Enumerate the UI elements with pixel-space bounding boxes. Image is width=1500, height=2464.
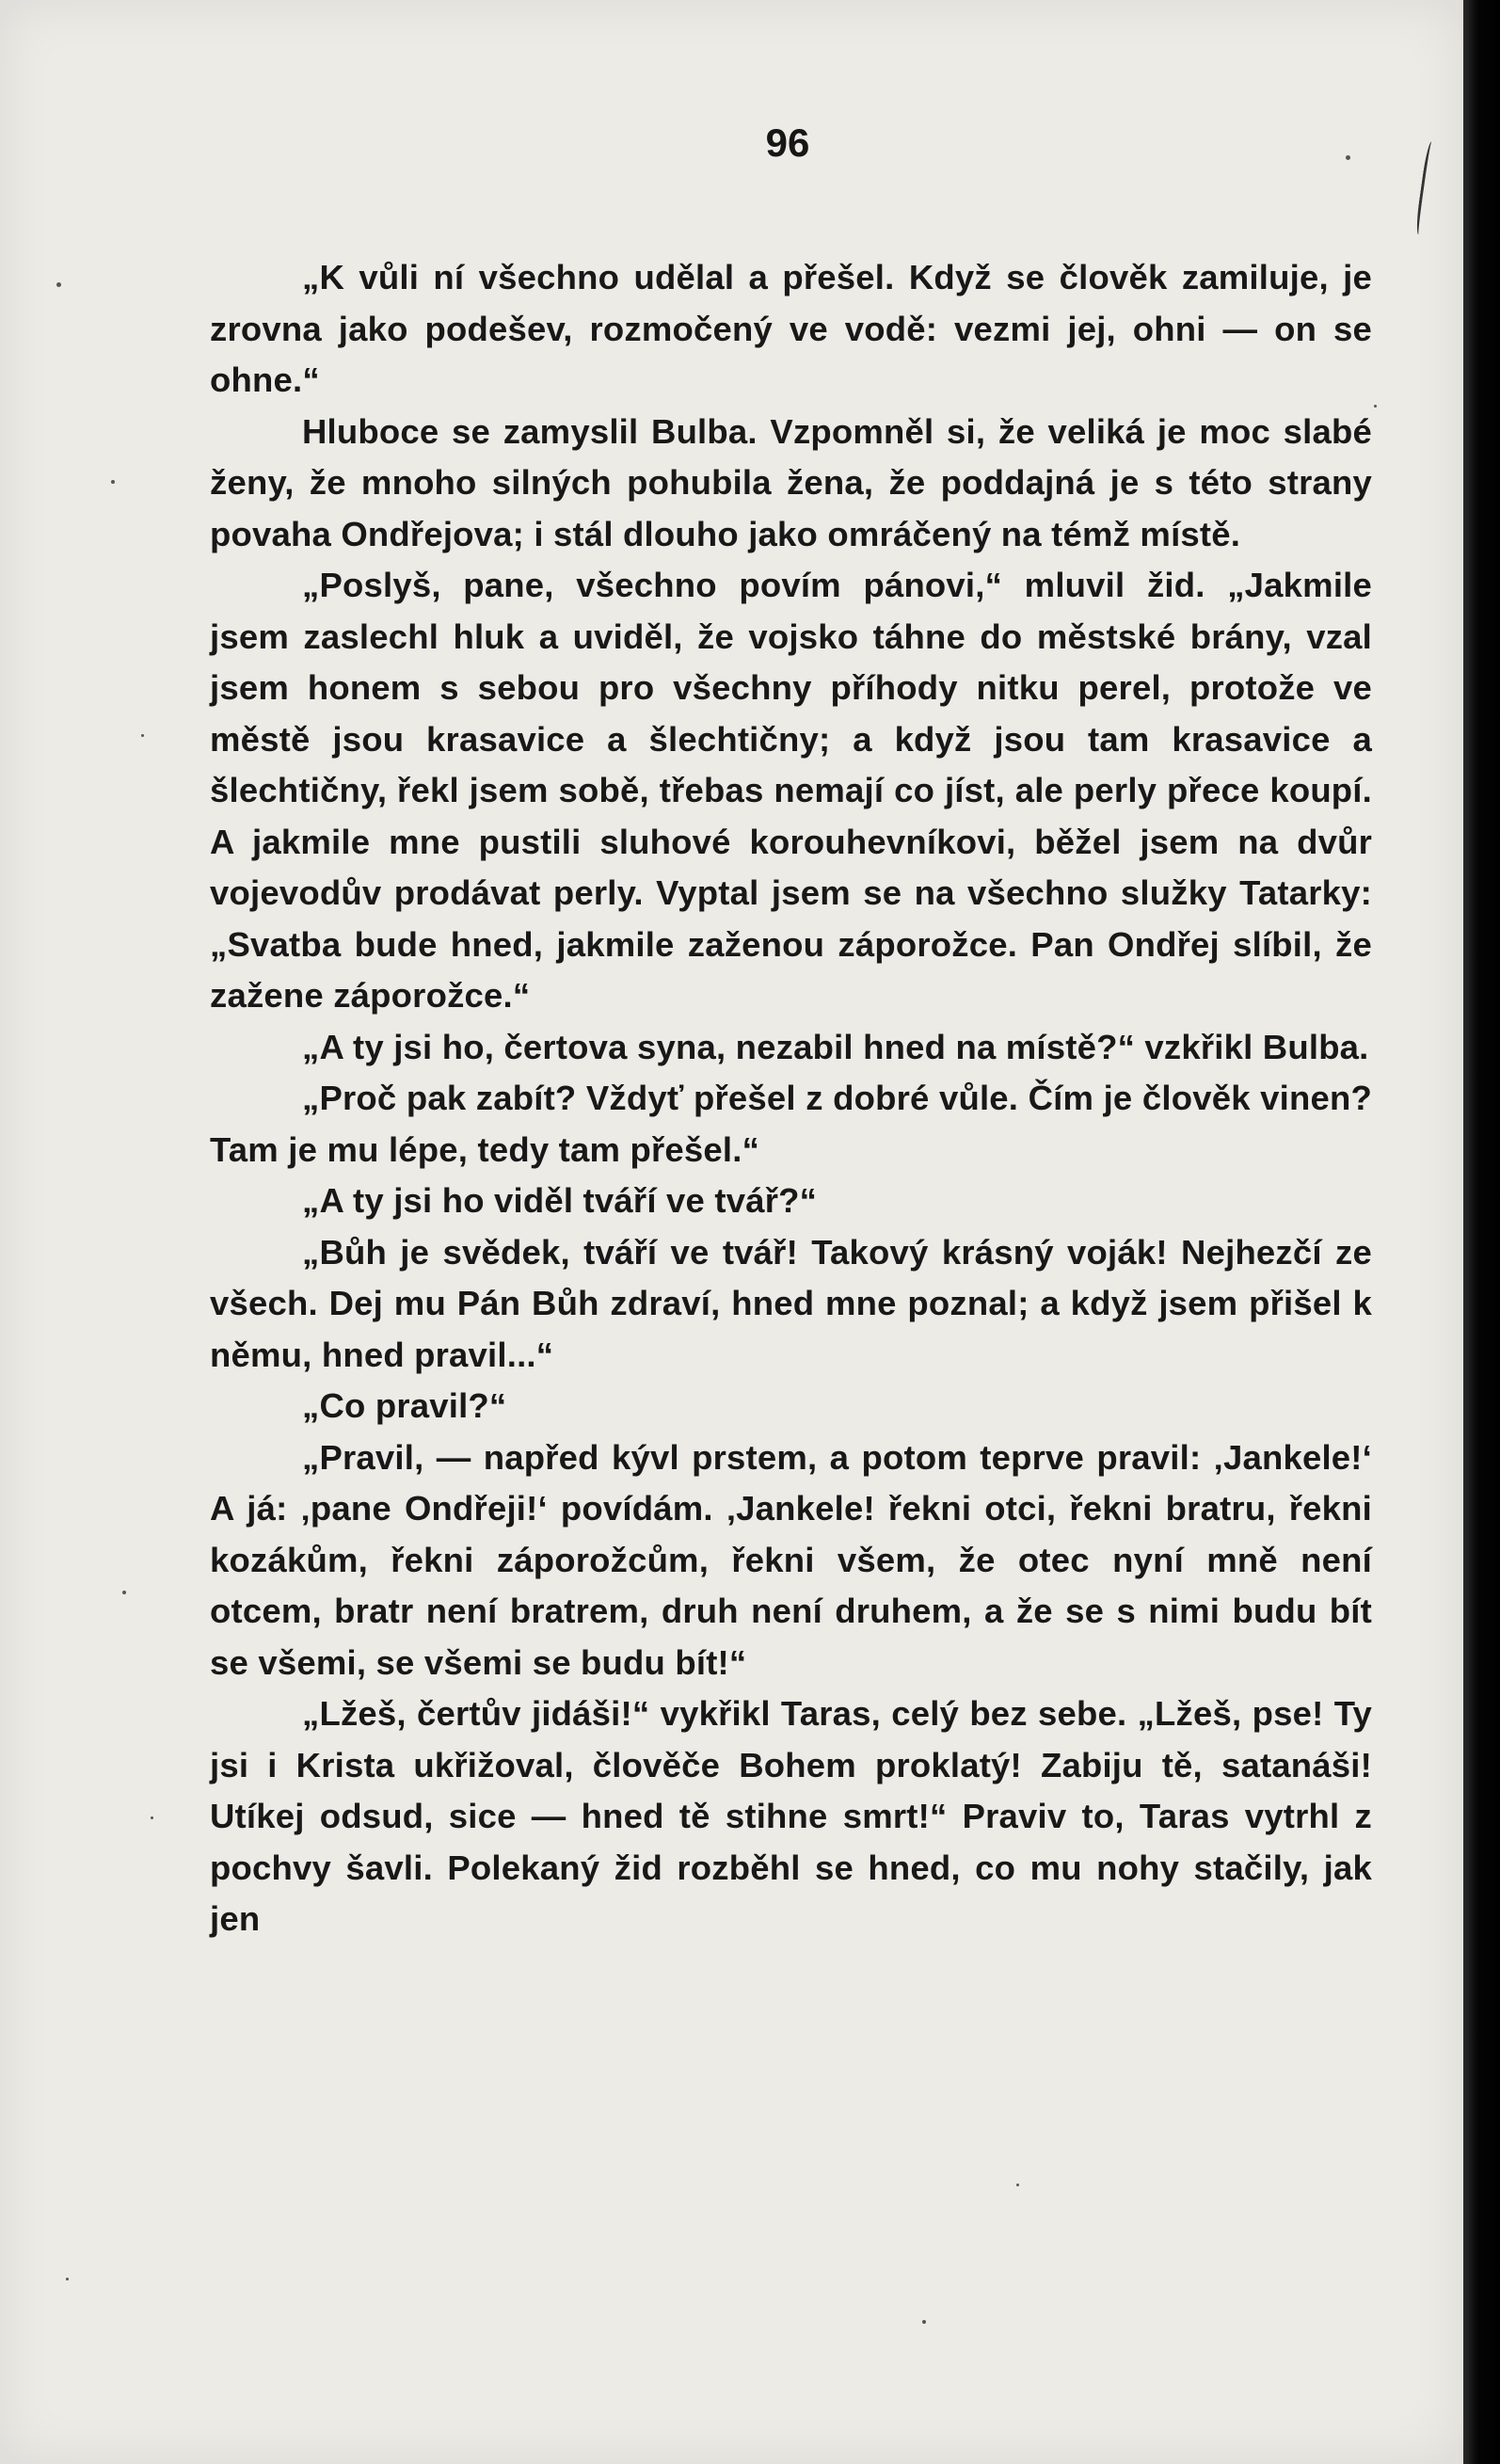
paragraph: „Pravil, — napřed kývl prstem, a potom teprve pravil: ‚Jankele!‘ A já: ‚pane Ondřeji!‘ povídám. ‚Jankele! řekni otci, řekni bratru, řekni kozákům, řekni záporožcům, řekni všem, že otec nyní mně není otcem, bratr není bratrem, druh není druhem, a že se s nimi budu bít se všemi, se všemi se budu bít!“ [210, 1437, 1372, 1682]
paragraph: „Co pravil?“ [302, 1386, 507, 1425]
page-number: 96 [765, 120, 810, 165]
paragraph: „Lžeš, čertův jidáši!“ vykřikl Taras, celý bez sebe. „Lžeš, pse! Ty jsi i Krista ukřižoval, člověče Bohem proklatý! Zabiju tě, satanáši! Utíkej odsud, sice — hned tě stihne smrt!“ Praviv to, Taras vytrhl z pochvy šavli. Polekaný žid rozběhl se hned, co mu nohy stačily, jak jen [210, 1694, 1372, 1938]
paragraph: Hluboce se zamyslil Bulba. Vzpomněl si, že veliká je moc slabé ženy, že mnoho silných pohubila žena, že poddajná je s této strany povaha Ondřejova; i stál dlouho jako omráčený na témž místě. [210, 411, 1372, 553]
paragraph: „Bůh je svědek, tváří ve tvář! Takový krásný voják! Nejhezčí ze všech. Dej mu Pán Bůh zdraví, hned mne poznal; a když jsem přišel k němu, hned pravil...“ [210, 1232, 1372, 1374]
paragraph: „Poslyš, pane, všechno povím pánovi,“ mluvil žid. „Jakmile jsem zaslechl hluk a uviděl, že vojsko táhne do městské brány, vzal jsem honem s sebou pro všechny příhody nitku perel, protože ve městě jsou krasavice a šlechtičny; a když jsou tam krasavice a šlechtičny, řekl jsem sobě, třebas nemají co jíst, ale perly přece koupí. A jakmile mne pustili sluhové korouhevníkovi, běžel jsem na dvůr vojevodův prodávat perly. Vyptal jsem se na všechno služky Tatarky: „Svatba bude hned, jakmile zaženou záporožce. Pan Ondřej slíbil, že zažene záporožce.“ [210, 566, 1372, 1015]
scan-edge [1463, 0, 1500, 2464]
page-text [210, 252, 1372, 1945]
paragraph: „Proč pak zabít? Vždyť přešel z dobré vůle. Čím je člověk vinen? Tam je mu lépe, tedy tam přešel.“ [210, 1079, 1372, 1169]
paragraph: „K vůli ní všechno udělal a přešel. Když se člověk zamiluje, je zrovna jako podešev, rozmočený ve vodě: vezmi jej, ohni — on se ohne.“ [210, 258, 1372, 399]
paragraph: „A ty jsi ho viděl tváří ve tvář?“ [302, 1181, 818, 1220]
paragraph: „A ty jsi ho, čertova syna, nezabil hned na místě?“ vzkřikl Bulba. [302, 1027, 1369, 1066]
